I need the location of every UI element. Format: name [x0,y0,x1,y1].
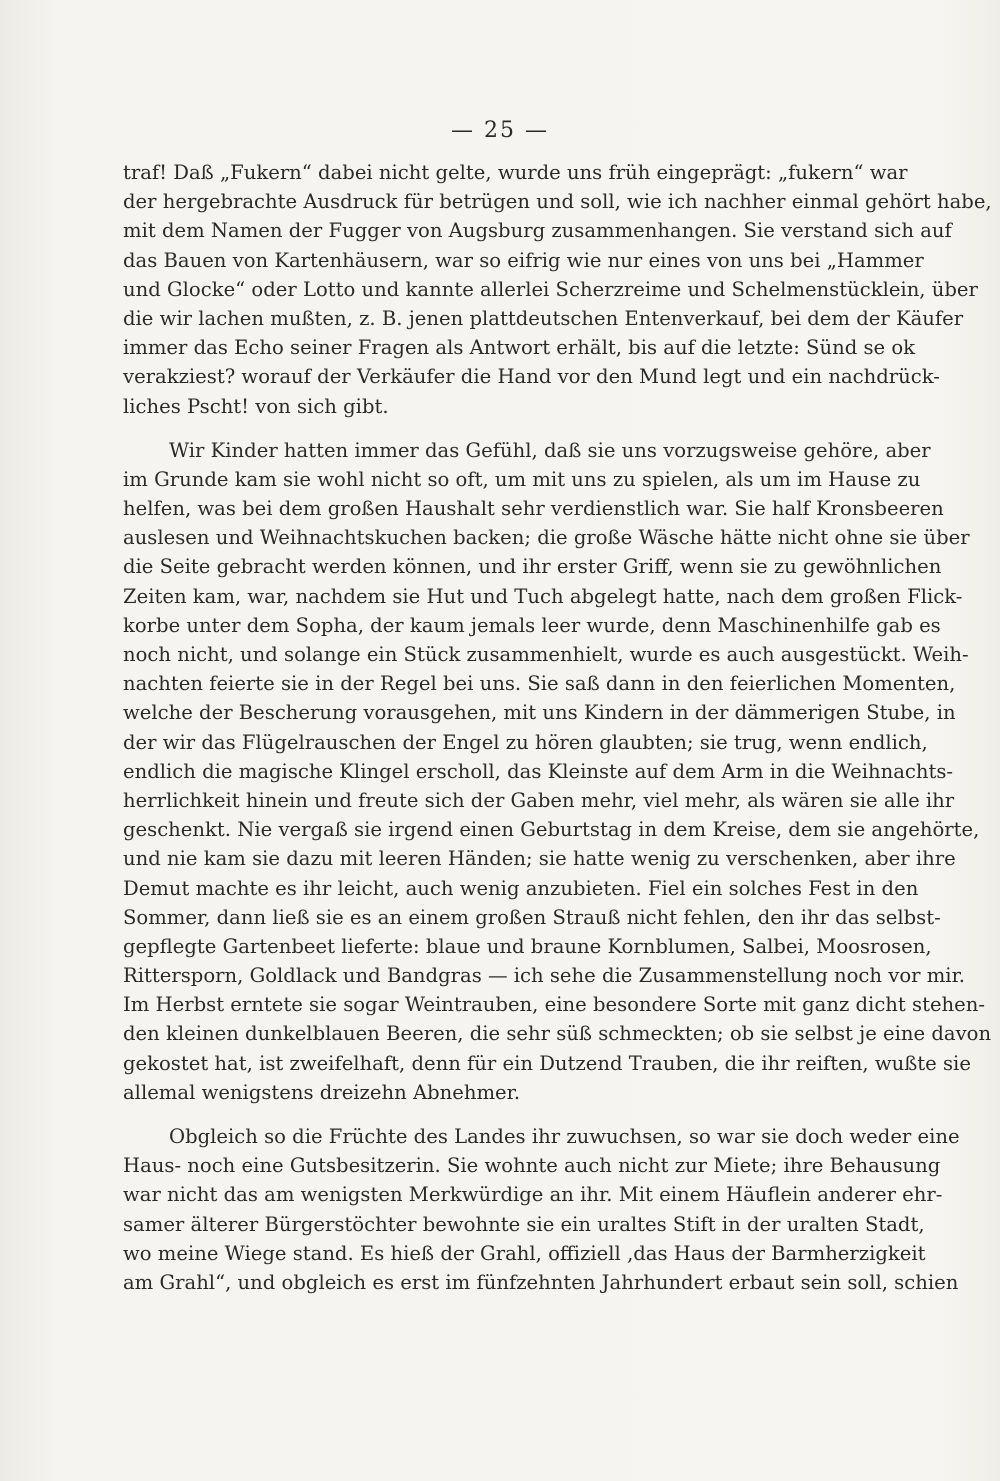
text-line: Sommer, dann ließ sie es an einem großen Strauß nicht fehlen, den ihr das selbst- [123,905,941,929]
body-text [123,158,992,1297]
text-line: die wir lachen mußten, z. B. jenen plattdeutschen Entenverkauf, bei dem der Käufer [123,306,964,330]
text-line: traf! Daß „Fukern“ dabei nicht gelte, wurde uns früh eingeprägt: „fukern“ war [123,161,908,184]
text-line: war nicht das am wenigsten Merkwürdige an ihr. Mit einem Häuflein anderer ehr- [123,1183,943,1207]
text-line: Rittersporn, Goldlack und Bandgras — ich sehe die Zusammenstellung noch vor mir. [123,964,966,988]
text-line: der wir das Flügelrauschen der Engel zu hören glaubten; sie trug, wenn endlich, [123,730,928,754]
text-line: die Seite gebracht werden können, und ihr erster Griff, wenn sie zu gewöhnlichen [123,555,942,579]
text-line: und nie kam sie dazu mit leeren Händen; sie hatte wenig zu verschenken, aber ihre [123,847,956,871]
text-line: der hergebrachte Ausdruck für betrügen und soll, wie ich nachher einmal gehört habe, [123,190,992,214]
text-line: den kleinen dunkelblauen Beeren, die sehr süß schmeckten; ob sie selbst je eine davon [123,1022,992,1046]
text-line: Demut machte es ihr leicht, auch wenig anzubieten. Fiel ein solches Fest in den [123,876,919,900]
text-line: welche der Bescherung vorausgehen, mit uns Kindern in der dämmerigen Stube, in [123,701,956,725]
text-line: allemal wenigstens dreizehn Abnehmer. [123,1080,521,1104]
text-line: herrlichkeit hinein und freute sich der Gaben mehr, viel mehr, als wären sie alle ihr [123,788,955,812]
text-line: Obgleich so die Früchte des Landes ihr zuwuchsen, so war sie doch weder eine [169,1125,960,1148]
text-line: samer älterer Bürgerstöchter bewohnte sie ein uraltes Stift in der uralten Stadt, [123,1212,925,1236]
text-line: endlich die magische Klingel erscholl, das Kleinste auf dem Arm in die Weihnachts- [123,759,954,783]
text-line: verakziest? worauf der Verkäufer die Hand vor den Mund legt und ein nachdrück- [123,365,940,389]
text-line: nachten feierte sie in der Regel bei uns. Sie saß dann in den feierlichen Momenten, [123,672,956,696]
text-line: wo meine Wiege stand. Es hieß der Grahl, offiziell ‚das Haus der Barmherzigkeit [123,1241,926,1265]
text-line: mit dem Namen der Fugger von Augsburg zusammenhangen. Sie verstand sich auf [123,219,952,243]
text-line: Zeiten kam, war, nachdem sie Hut und Tuch abgelegt hatte, nach dem großen Flick- [123,584,963,608]
text-line: und Glocke“ oder Lotto und kannte allerlei Scherzreime und Schelmenstücklein, über [123,277,978,301]
text-line: korbe unter dem Sopha, der kaum jemals leer wurde, denn Maschinenhilfe gab es [123,613,941,637]
text-line: Im Herbst erntete sie sogar Weintrauben, eine besondere Sorte mit ganz dicht stehen- [123,993,985,1017]
text-line: geschenkt. Nie vergaß sie irgend einen Geburtstag in dem Kreise, dem sie angehörte, [123,818,980,842]
page-number: — 25 — [451,118,549,143]
text-line: am Grahl“, und obgleich es erst im fünfzehnten Jahrhundert erbaut sein soll, schien [123,1270,959,1294]
text-line: Wir Kinder hatten immer das Gefühl, daß sie uns vorzugsweise gehöre, aber [169,438,931,462]
text-line: gepflegte Gartenbeet lieferte: blaue und braune Kornblumen, Salbei, Moosrosen, [123,934,932,958]
text-line: helfen, was bei dem großen Haushalt sehr verdienstlich war. Sie half Kronsbeeren [123,497,944,521]
text-line: das Bauen von Kartenhäusern, war so eifrig wie nur eines von uns bei „Hammer [123,248,924,272]
text-line: noch nicht, und solange ein Stück zusammenhielt, wurde es auch ausgestückt. Weih- [123,643,969,666]
text-line: Haus- noch eine Gutsbesitzerin. Sie wohnte auch nicht zur Miete; ihre Behausung [123,1154,941,1178]
text-line: auslesen und Weihnachtskuchen backen; die große Wäsche hätte nicht ohne sie über [123,526,970,550]
text-line: immer das Echo seiner Fragen als Antwort erhält, bis auf die letzte: Sünd se ok [123,336,916,360]
text-line: gekostet hat, ist zweifelhaft, denn für ein Dutzend Trauben, die ihr reiften, wußte sie [123,1051,971,1075]
text-line: im Grunde kam sie wohl nicht so oft, um mit uns zu spielen, als um im Hause zu [123,467,921,491]
text-line: liches Pscht! von sich gibt. [123,394,389,418]
